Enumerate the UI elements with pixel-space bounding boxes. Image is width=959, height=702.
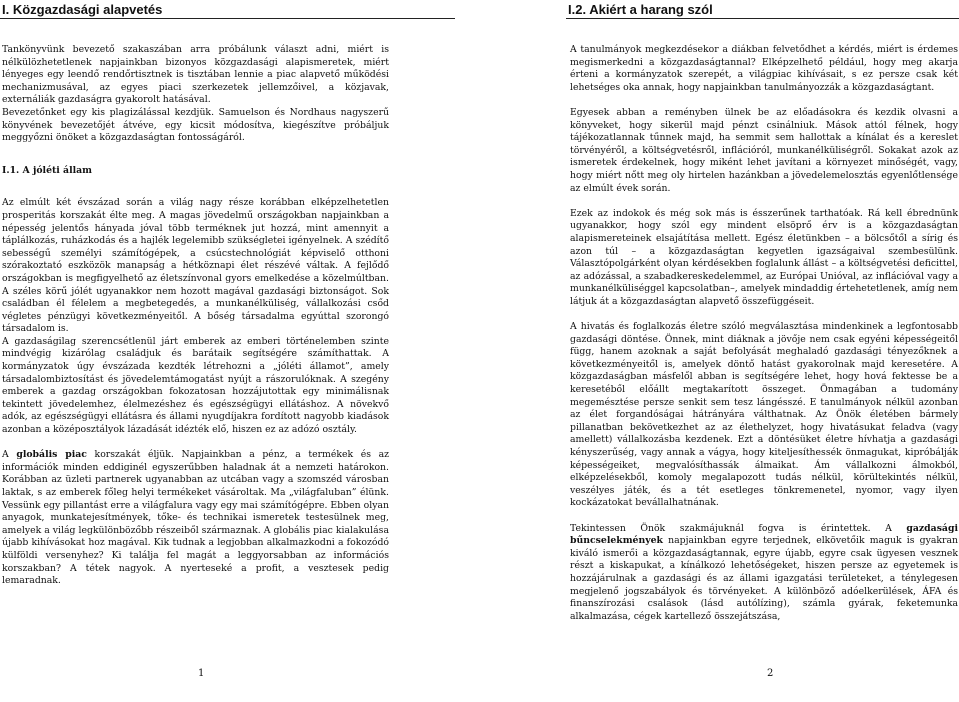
right-column: [570, 44, 958, 623]
right-header-title: I.2. Akiért a harang szól: [568, 2, 713, 17]
right-paragraph-2: Egyesek abban a reményben ülnek be az előadásokra és kezdik olvasni a könyveket, hogy sikerül majd pénzt csinálniuk. Mások attól félnek, hogy tájékozatlannak tűnnek majd, ha semmit sem hallottak a kínálat és a kereslet törvényéről, a költségvetésről, inflációról, munkanélküliségről. Sokakat azok az ismeretek érdekelnek, hogy miként lehet javítani a környezet minőségét, vagy, hogy miért nőtt meg oly hirtelen hazánkban a jövedelemelosztás egyenlőtlensége az elmúlt évek során.: [570, 106, 958, 194]
right-paragraph-5: Tekintessen Önök szakmájuknál fogva is érintettek. A gazdasági bűncselekmények napjainkban egyre terjednek, elkövetőik maguk is gyakran kiváló ismerői a közgazdaságtannak, egyre újabb, egyre csak ügyesen vesznek részt a kiskapukat, a kínálkozó lehetőségeket, hiszen persze az egyetemek is hozzájárulnak a gazdasági és az állami igazgatási területeket, a ténylegesen megjelenő jogszabályok és törvényeket. A különböző adóelkerülések, ÁFA és finanszírozási csalások (lásd autólízing), számla gyárak, feketemunka alkalmazása, cégek kartellező összejátszása,: [570, 522, 958, 622]
left-paragraph-3: Az elmúlt két évszázad során a világ nagy része korábban elképzelhetetlen prosperitás korszakát élte meg. A magas jövedelmű országokban napjainkban a népesség jelentős hányada jóval több terméknek jut hozzá, mint amennyit a táplálkozás, ruházkodás és a hajlék legelemibb szükségletei igényelnek. A szédítő sebességű személyi számítógépek, a csúcstechnológiát képviselő otthoni szórakoztató eszközök manapság a hétköznapi élet részévé váltak. A fejlődő országokban is megfigyelhető az életszínvonal gyors emelkedése a közelmúltban. A széles körű jólét ugyanakkor nem hozott magával gazdasági biztonságot. Sok családban él félelem a megbetegedés, a munkanélküliség, vállalkozási csőd végletes pénzügyi következményeitől. A bőség társadalma egyúttal szorongó társadalom is.: [2, 197, 389, 335]
left-paragraph-4: A gazdaságilag szerencsétlenül járt emberek az emberi történelemben szinte mindvégig kizárólag családjuk és barátaik segítségére számíthattak. A kormányzatok úgy évszázada kezdték létrehozni a „jóléti államot”, amely társadalombiztosítást és jövedelemtámogatást nyújt a rászorulóknak. A szegény emberek a gazdag országokban fokozatosan hozzájutottak egy minimálisnak tekintett jövedelemhez, élelmezéshez és egészségügyi ellátáshoz. A növekvő adók, az egészségügyi ellátásra és állami nyugdíjakra fordított nagyobb kiadások azonban a középosztályok lázadását idézték elő, hiszen ez az adózó osztály.: [2, 335, 389, 436]
right-page-number: 2: [767, 668, 774, 679]
economic-crimes-term: gazdasági bűncselekmények: [570, 522, 958, 547]
page-header: [0, 0, 959, 22]
right-paragraph-3: Ezek az indokok és még sok más is ésszerűnek tarthatóak. Rá kell ébrednünk ugyanakkor, hogy szól egy mindent elsöprő érv is a közgazdaságtan alapismereteinek elsajátítása mellett. Egész életünkben – a bölcsőtől a sírig és azon túl – a közgazdaságtan kegyetlen igazságaival szembesülünk. Választópolgárként olyan kérdésekben foglalunk állást – a költségvetési deficittel, az adózással, a szabadkereskedelemmel, az Európai Unióval, az inflációval vagy a munkanélküliséggel kapcsolatban–, amelyek mindaddig értehetetlenek, amíg nem látjuk át a közgazdaságtan alapvető összefüggéseit.: [570, 207, 958, 307]
right-paragraph-1: A tanulmányok megkezdésekor a diákban felvetődhet a kérdés, miért is érdemes megismerkedni a közgazdaságtannal? Elképzelhető például, hogy meg akarja érteni a kormányzatok szerepét, a világpiac kihívásait, s ez persze csak két lehetséges oka annak, hogy napjainkban tanulmányozzák a közgazdaságtant.: [570, 44, 958, 93]
left-header-rule: [0, 18, 455, 19]
left-paragraph-2: Bevezetőnket egy kis plagizálással kezdjük. Samuelson és Nordhaus nagyszerű könyvének bevezetőjét átvéve, egy kicsit módosítva, kiegészítve próbáljuk meggyőzni önöket a közgazdaságtan fontosságáról.: [2, 106, 389, 144]
global-market-term: globális piac: [16, 449, 87, 461]
left-paragraph-5: A globális piac korszakát éljük. Napjainkban a pénz, a termékek és az információk minden eddiginél egyszerűbben haladnak át a nemzeti határokon. Korábban az üzleti partnerek ugyanabban az utcában vagy a szomszéd városban laktak, s az emberek főleg helyi termékeket vásároltak. Ma „világfaluban” élünk. Vessünk egy pillantást erre a világfalura vagy egy mai számítógépre. Ebben olyan anyagok, munkatejesítmények, tőke- és technikai ismeretek testesülnek meg, amelyek a világ legkülönbözőbb részeiből származnak. A globális piac kialakulása újabb kihívásokat hoz magával. Kik tudnak a legjobban alkalmazkodni a fokozódó külföldi versenyhez? Ki találja fel magát a leggyorsabban az információs korszakban? A tétek nagyok. A nyerteseké a profit, a vesztesek pedig lemaradnak.: [2, 449, 390, 587]
section-title: I.1. A jóléti állam: [2, 164, 93, 176]
right-header-rule: [566, 18, 959, 19]
left-column: [2, 44, 389, 588]
right-paragraph-4: A hivatás és foglalkozás életre szóló megválasztása mindenkinek a legfontosabb gazdasági döntése. Önnek, mint diáknak a jövője nem csak egyéni képességeitől függ, hanem azoknak a saját befolyását meghaladó gazdasági tényezőknek a következményeitől is, amelyek döntő hatást gyakorolnak majd keresetére. A közgazdaságban másfelől abban is segítségére lehet, hogy hová fektesse be a keresetéből előállt megtakarított összeget. Önmagában a tudomány megemésztése persze senkit sem tesz lángésszé. E tanulmányok nélkül azonban az élet forgandóságai hátrányára válthatnak. Az Önök életében bármely pillanatban bekövetkezhet az az élethelyzet, hogy hivatásukat feladva (vagy amellett) vállalkozásba kezdenek. Ezt a döntésüket életre hívhatja a gazdasági kényszerűség, vagy annak a vágya, hogy kiteljesíthessék önmagukat, kipróbálják képességeiket, megvalósíthassák álmaikat. Ám vállalkozni álmokból, elképzelésekből, komoly megalapozott tudás nélkül, körültekintés nélkül, veszélyes játék, és a tét esetleges tönkremenetel, nyomor, vagy ilyen kockázatokat bevállalhatnának.: [570, 321, 958, 509]
left-intro-paragraph: Tankönyvünk bevezető szakaszában arra próbálunk választ adni, miért is nélkülözhetetlenek napjainkban bizonyos közgazdasági alapismeretek, miért lényeges egy leendő rendőrtisztnek is tisztában lennie a piac alapvető működési mechanizmusával, az egyes piaci szerkezetek jellemzőivel, a közjavak, externáliák gazdaságra gyakorolt hatásával.: [2, 44, 389, 106]
left-page-number: 1: [198, 668, 205, 679]
left-header-title: I. Közgazdasági alapvetés: [2, 2, 163, 17]
